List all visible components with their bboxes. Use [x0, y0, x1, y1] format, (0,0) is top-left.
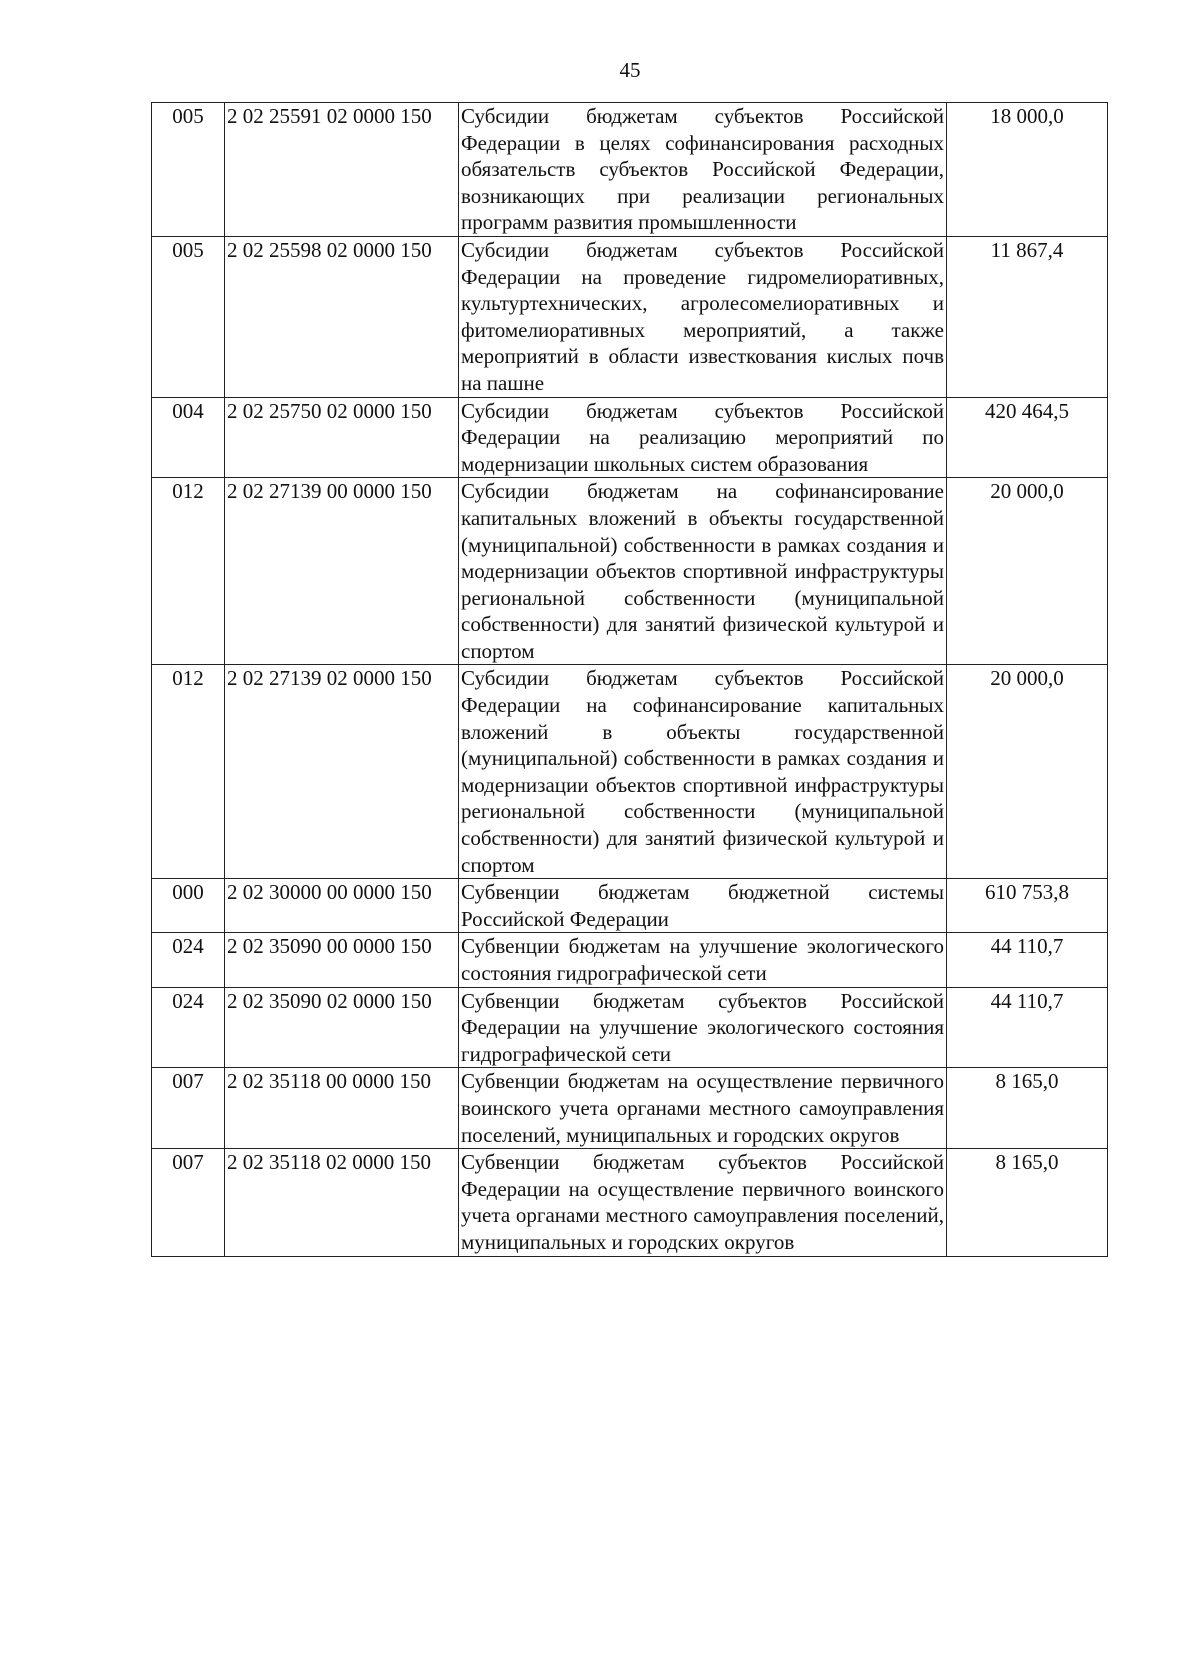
- revenue-description: Субсидии бюджетам субъектов Российской Федерации на софинансирование капитальных вложений в объекты государственной (муниципальной) собственности в рамках создания и модернизации объектов спортивной инфраструктуры региональной собственности (муниципальной собственности) для занятий физической культурой и спортом: [459, 665, 947, 879]
- table-row: [152, 1149, 1108, 1256]
- revenue-description: Субвенции бюджетам на улучшение экологического состояния гидрографической сети: [459, 933, 947, 987]
- amount: 44 110,7: [947, 987, 1108, 1068]
- amount: 18 000,0: [947, 103, 1108, 237]
- budget-revenue-table: [151, 102, 1108, 1257]
- table-row: [152, 879, 1108, 933]
- admin-code: 007: [152, 1149, 225, 1256]
- revenue-description: Субвенции бюджетам бюджетной системы Российской Федерации: [459, 879, 947, 933]
- admin-code: 012: [152, 665, 225, 879]
- amount: 20 000,0: [947, 665, 1108, 879]
- amount: 610 753,8: [947, 879, 1108, 933]
- budget-classification-code: 2 02 35090 00 0000 150: [225, 933, 459, 987]
- revenue-description: Субсидии бюджетам субъектов Российской Федерации на реализацию мероприятий по модернизации школьных систем образования: [459, 397, 947, 478]
- table-row: [152, 478, 1108, 665]
- budget-classification-code: 2 02 35090 02 0000 150: [225, 987, 459, 1068]
- revenue-description: Субвенции бюджетам субъектов Российской Федерации на улучшение экологического состояния гидрографической сети: [459, 987, 947, 1068]
- budget-classification-code: 2 02 25591 02 0000 150: [225, 103, 459, 237]
- revenue-description: Субсидии бюджетам на софинансирование капитальных вложений в объекты государственной (муниципальной) собственности в рамках создания и модернизации объектов спортивной инфраструктуры региональной собственности (муниципальной собственности) для занятий физической культурой и спортом: [459, 478, 947, 665]
- budget-classification-code: 2 02 27139 00 0000 150: [225, 478, 459, 665]
- budget-classification-code: 2 02 30000 00 0000 150: [225, 879, 459, 933]
- admin-code: 004: [152, 397, 225, 478]
- budget-classification-code: 2 02 35118 02 0000 150: [225, 1149, 459, 1256]
- admin-code: 005: [152, 236, 225, 397]
- table-row: [152, 987, 1108, 1068]
- table-row: [152, 1068, 1108, 1149]
- budget-classification-code: 2 02 35118 00 0000 150: [225, 1068, 459, 1149]
- budget-classification-code: 2 02 25598 02 0000 150: [225, 236, 459, 397]
- admin-code: 007: [152, 1068, 225, 1149]
- table-row: [152, 397, 1108, 478]
- table-row: [152, 665, 1108, 879]
- admin-code: 005: [152, 103, 225, 237]
- amount: 8 165,0: [947, 1149, 1108, 1256]
- admin-code: 024: [152, 987, 225, 1068]
- amount: 11 867,4: [947, 236, 1108, 397]
- budget-classification-code: 2 02 27139 02 0000 150: [225, 665, 459, 879]
- table-row: [152, 236, 1108, 397]
- page-number: 45: [619, 58, 641, 82]
- amount: 420 464,5: [947, 397, 1108, 478]
- budget-classification-code: 2 02 25750 02 0000 150: [225, 397, 459, 478]
- admin-code: 024: [152, 933, 225, 987]
- revenue-description: Субвенции бюджетам на осуществление первичного воинского учета органами местного самоуправления поселений, муниципальных и городских округов: [459, 1068, 947, 1149]
- amount: 44 110,7: [947, 933, 1108, 987]
- admin-code: 000: [152, 879, 225, 933]
- revenue-description: Субвенции бюджетам субъектов Российской Федерации на осуществление первичного воинского учета органами местного самоуправления поселений, муниципальных и городских округов: [459, 1149, 947, 1256]
- amount: 20 000,0: [947, 478, 1108, 665]
- revenue-description: Субсидии бюджетам субъектов Российской Федерации в целях софинансирования расходных обязательств субъектов Российской Федерации, возникающих при реализации региональных программ развития промышленности: [459, 103, 947, 237]
- revenue-description: Субсидии бюджетам субъектов Российской Федерации на проведение гидромелиоративных, культуртехнических, агролесомелиоративных и фитомелиоративных мероприятий, а также мероприятий в области известкования кислых почв на пашне: [459, 236, 947, 397]
- table-row: [152, 933, 1108, 987]
- amount: 8 165,0: [947, 1068, 1108, 1149]
- admin-code: 012: [152, 478, 225, 665]
- table-row: [152, 103, 1108, 237]
